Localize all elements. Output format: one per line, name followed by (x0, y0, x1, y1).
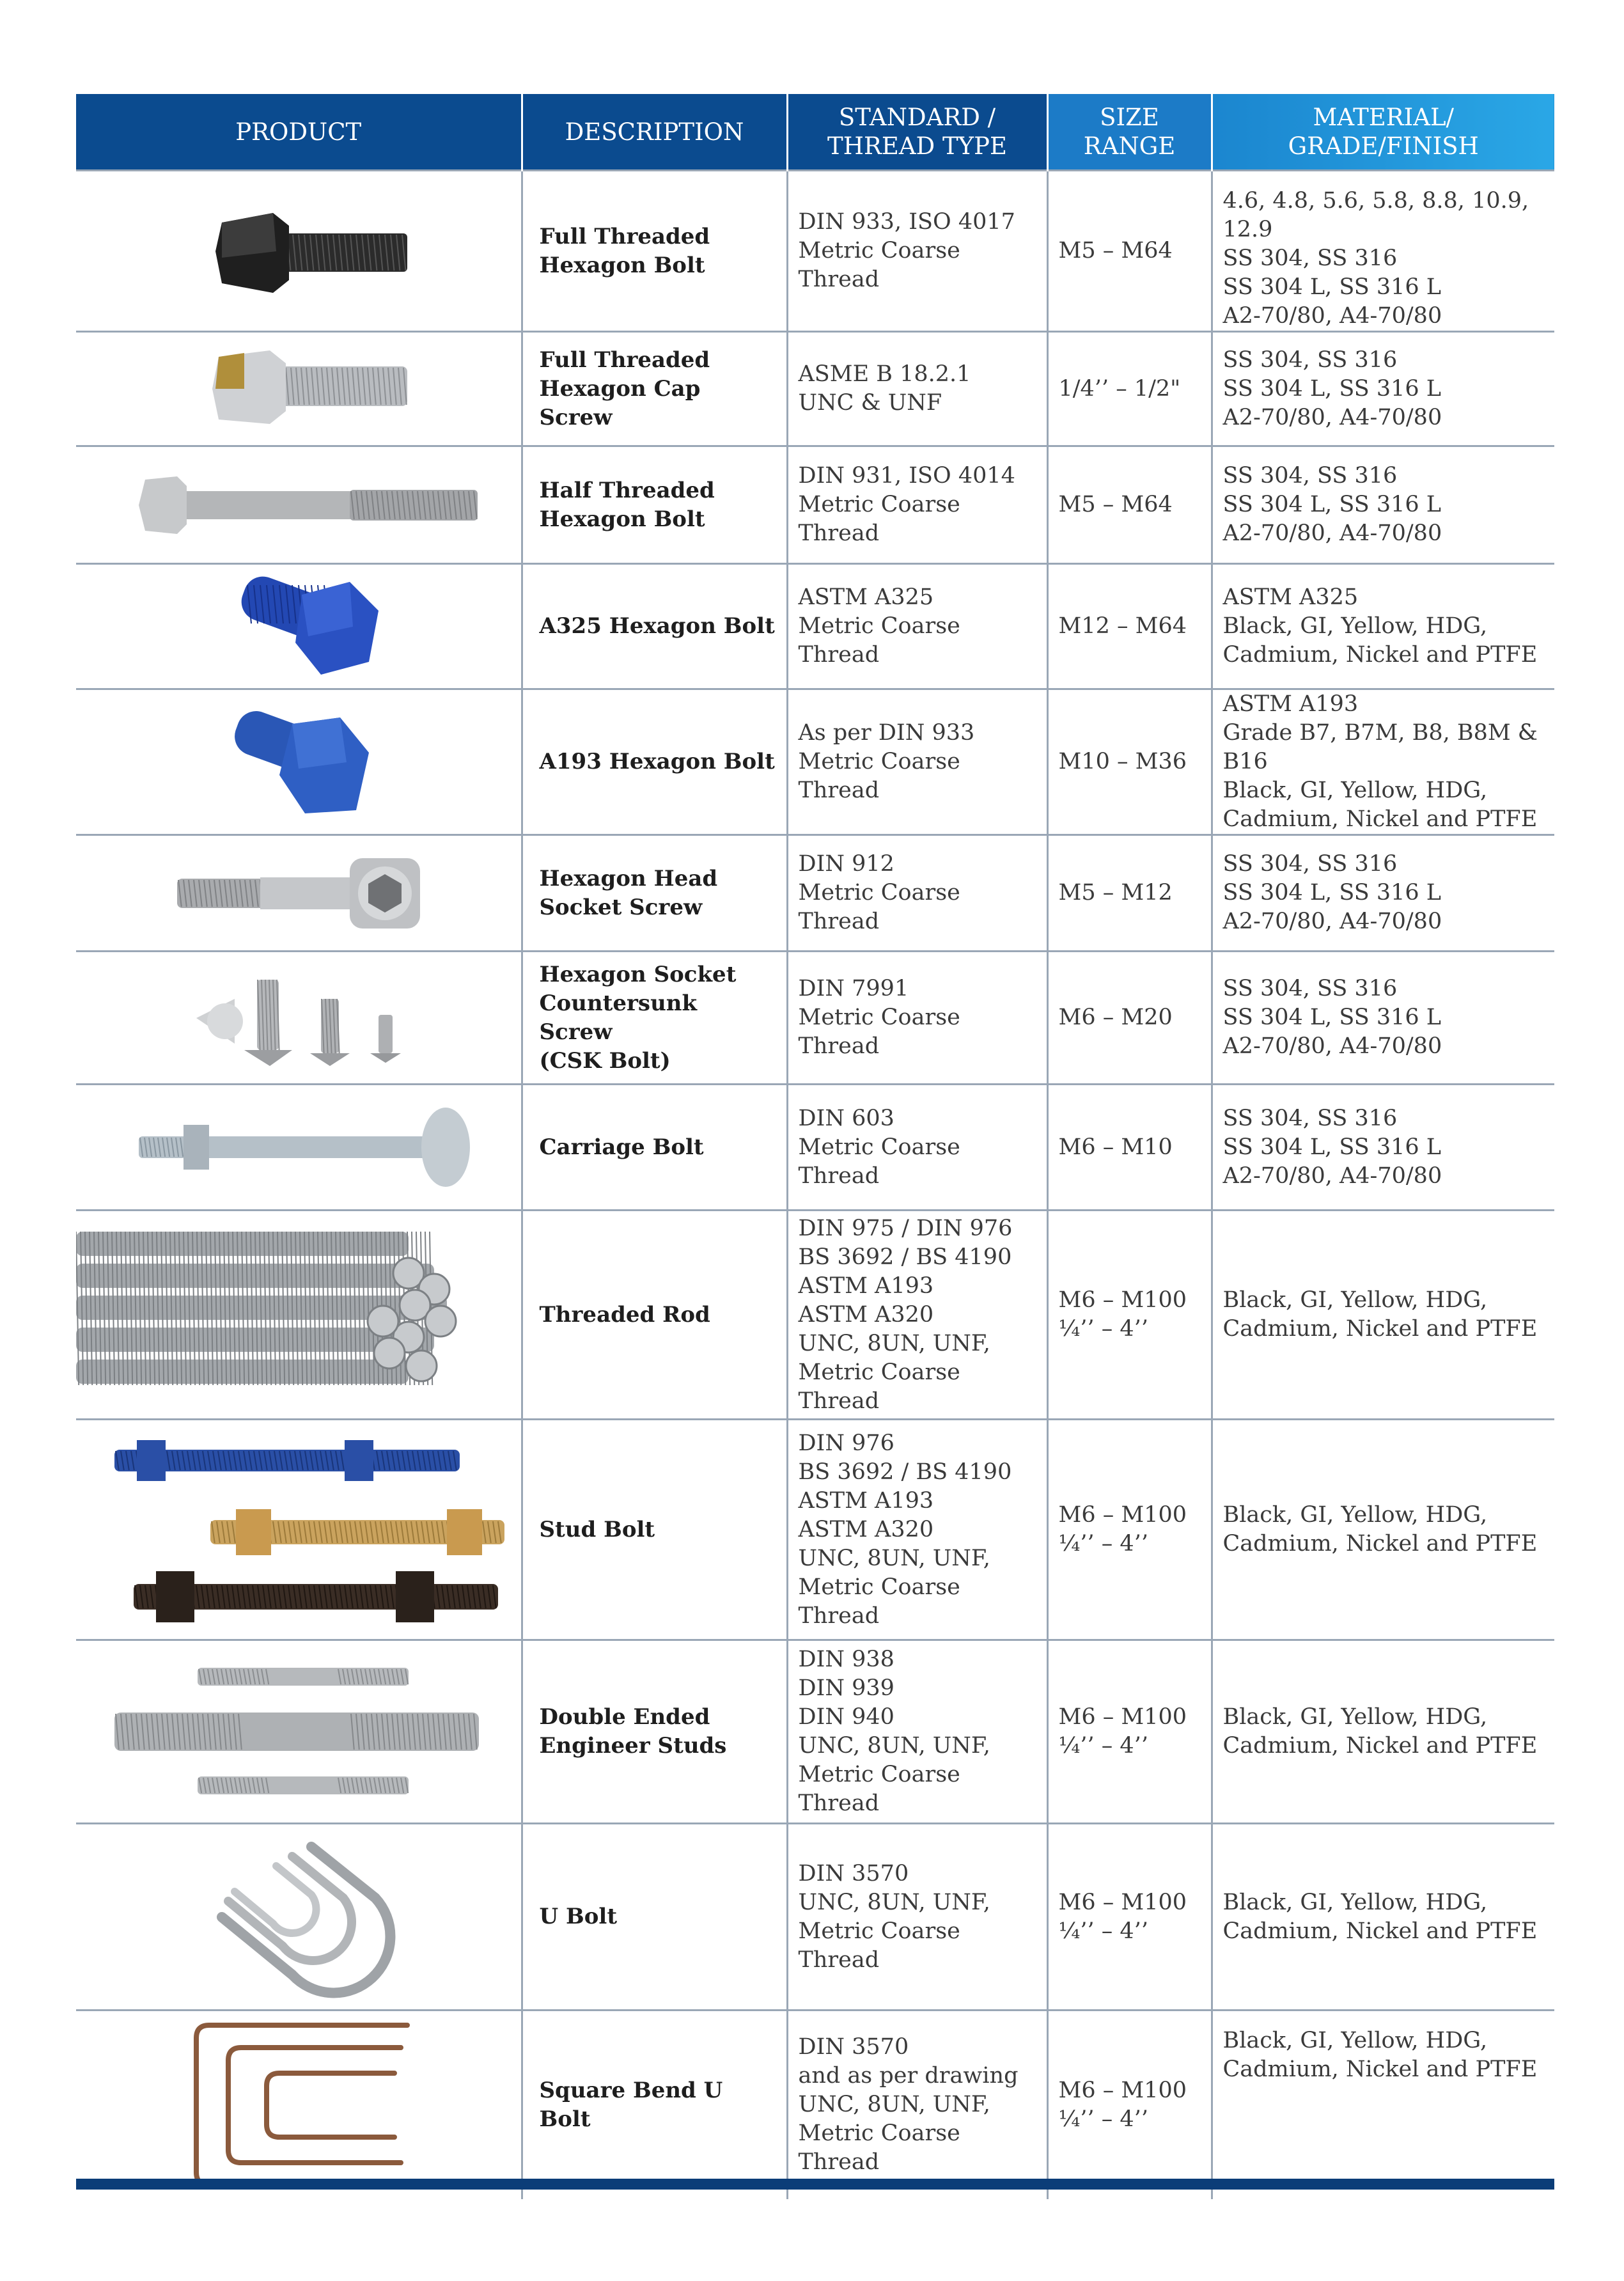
table-row (76, 1211, 1554, 1420)
standard-cell: DIN 976 BS 3692 / BS 4190 ASTM A193 ASTM A320 UNC, 8UN, UNF, Metric Coarse Thread (787, 1420, 1047, 1640)
standard-cell: DIN 975 / DIN 976 BS 3692 / BS 4190 ASTM A193 ASTM A320 UNC, 8UN, UNF, Metric Coarse Thread (787, 1211, 1047, 1420)
description-cell: U Bolt (522, 1824, 787, 2011)
table-row (76, 2011, 1554, 2199)
header-product: PRODUCT (76, 94, 522, 171)
table-row (76, 564, 1554, 689)
size-range-cell: M6 – M100 ¼’’ – 4’’ (1047, 1211, 1212, 1420)
size-range-cell: M6 – M100 ¼’’ – 4’’ (1047, 2011, 1212, 2199)
material-cell: Black, GI, Yellow, HDG, Cadmium, Nickel and PTFE (1212, 1211, 1554, 1420)
header-standard-line1: STANDARD / (838, 104, 996, 131)
product-image-cell (76, 835, 522, 952)
product-image-cell (76, 564, 522, 689)
description-cell: Stud Bolt (522, 1420, 787, 1640)
socket-head-screw-photo (76, 845, 521, 941)
material-cell: SS 304, SS 316 SS 304 L, SS 316 L A2-70/80, A4-70/80 (1212, 835, 1554, 952)
size-range-cell: M6 – M100 ¼’’ – 4’’ (1047, 1824, 1212, 2011)
hex-cap-screw-photo (76, 338, 521, 440)
standard-cell: DIN 3570 and as per drawing UNC, 8UN, UNF, Metric Coarse Thread (787, 2011, 1047, 2199)
product-image-cell (76, 2011, 522, 2199)
product-image-cell (76, 1420, 522, 1640)
material-cell: SS 304, SS 316 SS 304 L, SS 316 L A2-70/80, A4-70/80 (1212, 1085, 1554, 1211)
material-cell: Black, GI, Yellow, HDG, Cadmium, Nickel and PTFE (1212, 1420, 1554, 1640)
square-bend-u-bolt-photo (76, 2012, 521, 2198)
standard-cell: DIN 931, ISO 4014 Metric Coarse Thread (787, 446, 1047, 564)
size-range-cell: M6 – M100 ¼’’ – 4’’ (1047, 1640, 1212, 1824)
material-cell: Black, GI, Yellow, HDG, Cadmium, Nickel and PTFE (1212, 1824, 1554, 2011)
table-row (76, 446, 1554, 564)
standard-cell: ASME B 18.2.1 UNC & UNF (787, 332, 1047, 446)
size-range-cell: M5 – M12 (1047, 835, 1212, 952)
description-cell: Hexagon Socket Countersunk Screw (CSK Bolt) (522, 952, 787, 1085)
header-material-line1: MATERIAL/ (1313, 104, 1454, 131)
product-image-cell (76, 332, 522, 446)
material-cell: SS 304, SS 316 SS 304 L, SS 316 L A2-70/80, A4-70/80 (1212, 332, 1554, 446)
material-cell: ASTM A325 Black, GI, Yellow, HDG, Cadmium, Nickel and PTFE (1212, 564, 1554, 689)
size-range-cell: M12 – M64 (1047, 564, 1212, 689)
table-row (76, 332, 1554, 446)
header-size-line1: SIZE (1100, 104, 1159, 131)
table-row (76, 689, 1554, 835)
carriage-bolt-photo (76, 1099, 521, 1195)
a193-hex-bolt-photo (76, 698, 521, 826)
size-range-cell: M5 – M64 (1047, 446, 1212, 564)
material-cell: SS 304, SS 316 SS 304 L, SS 316 L A2-70/80, A4-70/80 (1212, 952, 1554, 1085)
standard-cell: As per DIN 933 Metric Coarse Thread (787, 689, 1047, 835)
footer-bar (76, 2179, 1554, 2190)
full-threaded-hex-bolt-photo (76, 187, 521, 315)
table-row (76, 171, 1554, 332)
product-image-cell (76, 952, 522, 1085)
size-range-cell: M6 – M10 (1047, 1085, 1212, 1211)
size-range-cell: M5 – M64 (1047, 171, 1212, 332)
header-material (1212, 94, 1554, 171)
description-cell: Full Threaded Hexagon Cap Screw (522, 332, 787, 446)
product-image-cell (76, 171, 522, 332)
product-image-cell (76, 689, 522, 835)
product-image-cell (76, 1085, 522, 1211)
standard-cell: ASTM A325 Metric Coarse Thread (787, 564, 1047, 689)
material-cell: SS 304, SS 316 SS 304 L, SS 316 L A2-70/80, A4-70/80 (1212, 446, 1554, 564)
product-image-cell (76, 446, 522, 564)
table-row (76, 1085, 1554, 1211)
threaded-rod-photo (76, 1212, 521, 1417)
header-description: DESCRIPTION (522, 94, 787, 171)
material-cell: Black, GI, Yellow, HDG, Cadmium, Nickel and PTFE (1212, 2011, 1554, 2199)
product-image-cell (76, 1211, 522, 1420)
description-cell: A193 Hexagon Bolt (522, 689, 787, 835)
description-cell: Full Threaded Hexagon Bolt (522, 171, 787, 332)
standard-cell: DIN 912 Metric Coarse Thread (787, 835, 1047, 952)
header-row (76, 94, 1554, 171)
description-cell: Square Bend U Bolt (522, 2011, 787, 2199)
header-material-line2: GRADE/FINISH (1288, 132, 1479, 160)
csk-bolt-photo (76, 960, 521, 1076)
u-bolt-photo (76, 1828, 521, 2007)
standard-cell: DIN 3570 UNC, 8UN, UNF, Metric Coarse Thread (787, 1824, 1047, 2011)
description-cell: A325 Hexagon Bolt (522, 564, 787, 689)
header-standard (787, 94, 1047, 171)
header-standard-line2: THREAD TYPE (827, 132, 1007, 160)
table-row (76, 835, 1554, 952)
product-table (76, 94, 1554, 2199)
header-size-line2: RANGE (1083, 132, 1176, 160)
material-cell: 4.6, 4.8, 5.6, 5.8, 8.8, 10.9, 12.9 SS 304, SS 316 SS 304 L, SS 316 L A2-70/80, A4-70/80 (1212, 171, 1554, 332)
material-cell: ASTM A193 Grade B7, B7M, B8, B8M & B16 Black, GI, Yellow, HDG, Cadmium, Nickel and PTFE (1212, 689, 1554, 835)
description-cell: Double Ended Engineer Studs (522, 1640, 787, 1824)
description-cell: Carriage Bolt (522, 1085, 787, 1211)
description-cell: Hexagon Head Socket Screw (522, 835, 787, 952)
product-image-cell (76, 1824, 522, 2011)
size-range-cell: 1/4’’ – 1/2" (1047, 332, 1212, 446)
table-row (76, 1420, 1554, 1640)
stud-bolt-photo (76, 1421, 521, 1638)
description-cell: Half Threaded Hexagon Bolt (522, 446, 787, 564)
standard-cell: DIN 938 DIN 939 DIN 940 UNC, 8UN, UNF, Metric Coarse Thread (787, 1640, 1047, 1824)
standard-cell: DIN 7991 Metric Coarse Thread (787, 952, 1047, 1085)
table-row (76, 952, 1554, 1085)
header-size (1047, 94, 1212, 171)
a325-hex-bolt-photo (76, 566, 521, 687)
description-cell: Threaded Rod (522, 1211, 787, 1420)
double-ended-studs-photo (76, 1642, 521, 1821)
size-range-cell: M6 – M20 (1047, 952, 1212, 1085)
standard-cell: DIN 933, ISO 4017 Metric Coarse Thread (787, 171, 1047, 332)
half-threaded-hex-bolt-photo (76, 460, 521, 550)
product-image-cell (76, 1640, 522, 1824)
size-range-cell: M6 – M100 ¼’’ – 4’’ (1047, 1420, 1212, 1640)
table-row (76, 1824, 1554, 2011)
size-range-cell: M10 – M36 (1047, 689, 1212, 835)
standard-cell: DIN 603 Metric Coarse Thread (787, 1085, 1047, 1211)
table-row (76, 1640, 1554, 1824)
material-cell: Black, GI, Yellow, HDG, Cadmium, Nickel and PTFE (1212, 1640, 1554, 1824)
